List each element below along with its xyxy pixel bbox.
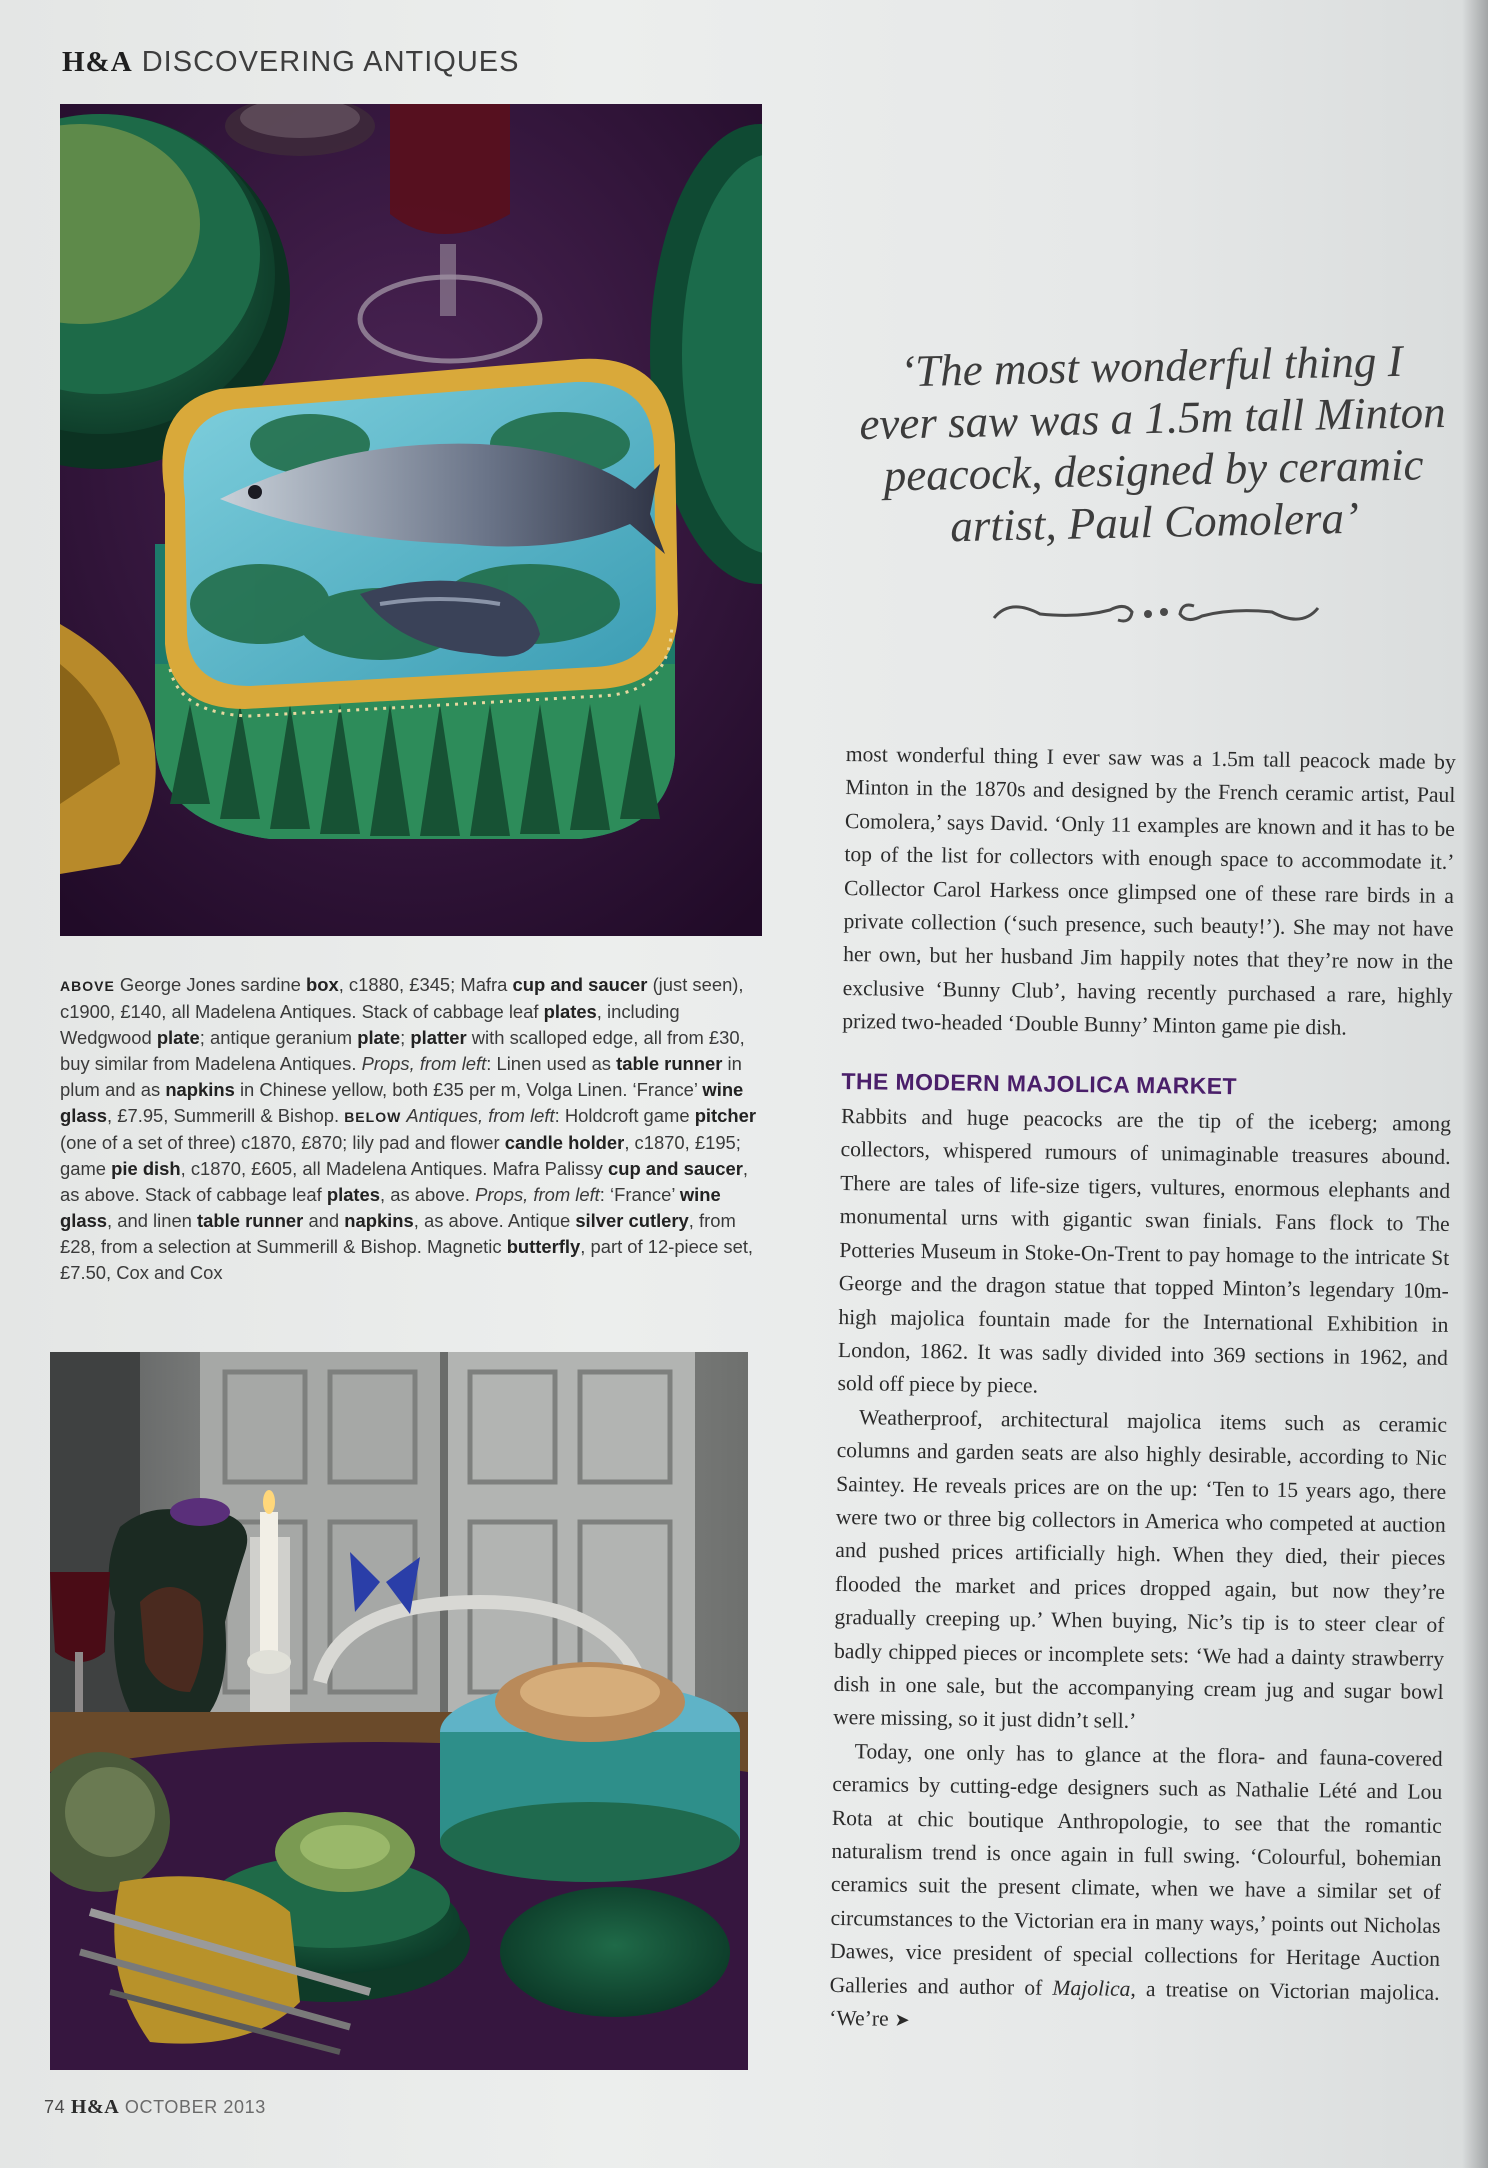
- magazine-brand: H&A: [62, 46, 133, 78]
- caption-item: box: [306, 974, 339, 995]
- caption-item: plate: [156, 1027, 200, 1048]
- caption-item: napkins: [344, 1210, 414, 1231]
- continue-arrow-icon: ➤: [894, 2009, 910, 2030]
- caption-text: and: [308, 1210, 340, 1231]
- caption-text: , as above. Stack of cabbage leaf: [60, 1158, 749, 1205]
- body-paragraph: most wonderful thing I ever saw was a 1.5m tall peacock made by Minton in the 1870s and designed by the French ceramic artist, Paul Comolera,’ says David. ‘Only 11 examples are known and it has to be top of the list for collectors with enough space to accommodate it.’ Collector Carol Harkess once glimpsed one of these rare birds in a private collection (‘such presence, such beauty!’). She may not have her own, but her husband Jim happily notes that they’re now in the exclusive ‘Bunny Club’, having recently purchased a rare, highly prized two-headed ‘Double Bunny’ Minton game pie dish.: [842, 741, 1456, 1040]
- caption-item: table runner: [197, 1210, 304, 1231]
- section-header: [62, 46, 519, 79]
- caption-text: with scalloped edge, all from £30, buy similar from Madelena Antiques.: [60, 1027, 745, 1074]
- caption-text: : Holdcroft game: [554, 1105, 690, 1126]
- caption-text: (just seen), c1900, £140, all Madelena Antiques. Stack of cabbage leaf: [60, 974, 744, 1022]
- page-gutter-shadow: [1462, 0, 1488, 2168]
- caption-text: in plum and as: [60, 1053, 742, 1100]
- caption-text: ; antique geranium: [199, 1027, 353, 1048]
- pull-quote: ‘The most wonderful thing I ever saw was a 1.5m tall Minton peacock, designed by ceramic artist, Paul Comolera’: [858, 335, 1447, 552]
- issue-date: OCTOBER 2013: [124, 2097, 266, 2117]
- caption-item: plates: [543, 1001, 597, 1022]
- caption-text: , from £28, from a selection at Summerill & Bishop. Magnetic: [60, 1210, 736, 1257]
- caption-text: , c1880, £345; Mafra: [338, 974, 508, 995]
- caption-text: : ‘France’: [599, 1184, 675, 1205]
- caption-props-label: Props, from left: [361, 1053, 487, 1074]
- book-title: Majolica: [1052, 1975, 1131, 2001]
- caption-text: , c1870, £195; game: [60, 1132, 741, 1179]
- caption-item: plate: [357, 1027, 401, 1048]
- caption-item: candle holder: [504, 1132, 625, 1153]
- body-text: Today, one only has to glance at the flora- and fauna-covered ceramics by cutting-edge designers such as Nathalie Lété and Lou Rota at chic boutique Anthropologie, to see that the romantic naturalism trend is once again in full swing. ‘Colourful, bohemian ceramics suit the present climate, when we have a similar set of circumstances to the Victorian era in many ways,’ points out Nicholas Dawes, vice president of special collections for Heritage Auction Galleries and author of: [829, 1738, 1443, 2000]
- caption-text: , as above.: [380, 1184, 470, 1205]
- caption-item: cup and saucer: [512, 974, 648, 995]
- body-paragraph: Rabbits and huge peacocks are the tip of the iceberg; among collectors, whispered rumours of unimaginable treasures abound. There are tales of life-size tigers, vultures, enormous elephants and monumental urns with gigantic swan finials. Fans flock to The Potteries Museum in Stoke-On-Trent to pay homage to the intricate St George and the dragon statue that topped Minton’s legendary 10m-high majolica fountain made for the International Exhibition in London, 1862. It was sadly divided into 369 sections in 1962, and sold off piece by piece.: [837, 1104, 1452, 1398]
- caption-text: George Jones sardine: [119, 974, 301, 995]
- caption-text: in Chinese yellow, both £35 per m, Volga Linen. ‘France’: [239, 1079, 698, 1100]
- caption-item: wine glass: [60, 1079, 744, 1126]
- caption-item: napkins: [165, 1079, 235, 1100]
- caption-props-label: Props, from left: [475, 1184, 600, 1205]
- caption-item: plates: [326, 1184, 381, 1205]
- caption-item: wine glass: [60, 1184, 721, 1231]
- caption-label-above: ABOVE: [60, 978, 115, 994]
- photo-sardine-box: [60, 104, 762, 936]
- article-body: [829, 738, 1456, 2044]
- photo-table-setting: [50, 1352, 748, 2070]
- caption-item: pitcher: [694, 1105, 757, 1126]
- caption-text: , as above. Antique: [413, 1210, 571, 1231]
- caption-text: , and linen: [107, 1210, 192, 1231]
- page-number: 74: [44, 2097, 66, 2117]
- caption-text: ;: [400, 1027, 406, 1048]
- footer-brand: H&A: [70, 2096, 120, 2118]
- caption-text: , c1870, £605, all Madelena Antiques. Mafra Palissy: [180, 1158, 603, 1179]
- caption-antiques-label: Antiques, from left: [406, 1105, 555, 1126]
- body-text: , a treatise on Victorian majolica. ‘We’re: [829, 1976, 1440, 2031]
- caption-text: : Linen used as: [486, 1053, 611, 1074]
- caption-item: cup and saucer: [607, 1158, 743, 1179]
- caption-item: platter: [410, 1027, 467, 1048]
- section-subheading: THE MODERN MAJOLICA MARKET: [841, 1067, 1238, 1099]
- flourish-ornament-icon: [990, 588, 1322, 638]
- photo-caption: [60, 972, 760, 1286]
- caption-text: (one of a set of three) c1870, £870; lily pad and flower: [60, 1132, 500, 1153]
- body-paragraph-last: [829, 1735, 1443, 2045]
- section-rubric: DISCOVERING ANTIQUES: [141, 46, 520, 78]
- body-paragraph: Weatherproof, architectural majolica items such as ceramic columns and garden seats are also highly desirable, according to Nic Saintey. He reveals prices are on the up: ‘Ten to 15 years ago, there were two or three big collectors in America who competed at auction and pushed prices artificially high. When they died, their pieces flooded the market and prices dropped again, but now they’re gradually creeping up.’ When buying, Nic’s tip is to steer clear of badly chipped pieces or incomplete sets: ‘We had a dainty strawberry dish in one sale, but the accompanying cream jug and sugar bowl were missing, so it just didn’t sell.’: [833, 1404, 1448, 1734]
- page-footer: [44, 2096, 266, 2119]
- caption-item: butterfly: [506, 1236, 581, 1257]
- caption-item: silver cutlery: [575, 1210, 689, 1231]
- caption-text: , including Wedgwood: [60, 1001, 680, 1048]
- caption-item: pie dish: [111, 1158, 181, 1179]
- caption-text: , part of 12-piece set, £7.50, Cox and Cox: [60, 1236, 754, 1283]
- caption-item: table runner: [616, 1053, 723, 1074]
- caption-label-below: BELOW: [344, 1109, 402, 1125]
- caption-text: , £7.95, Summerill & Bishop.: [107, 1105, 340, 1126]
